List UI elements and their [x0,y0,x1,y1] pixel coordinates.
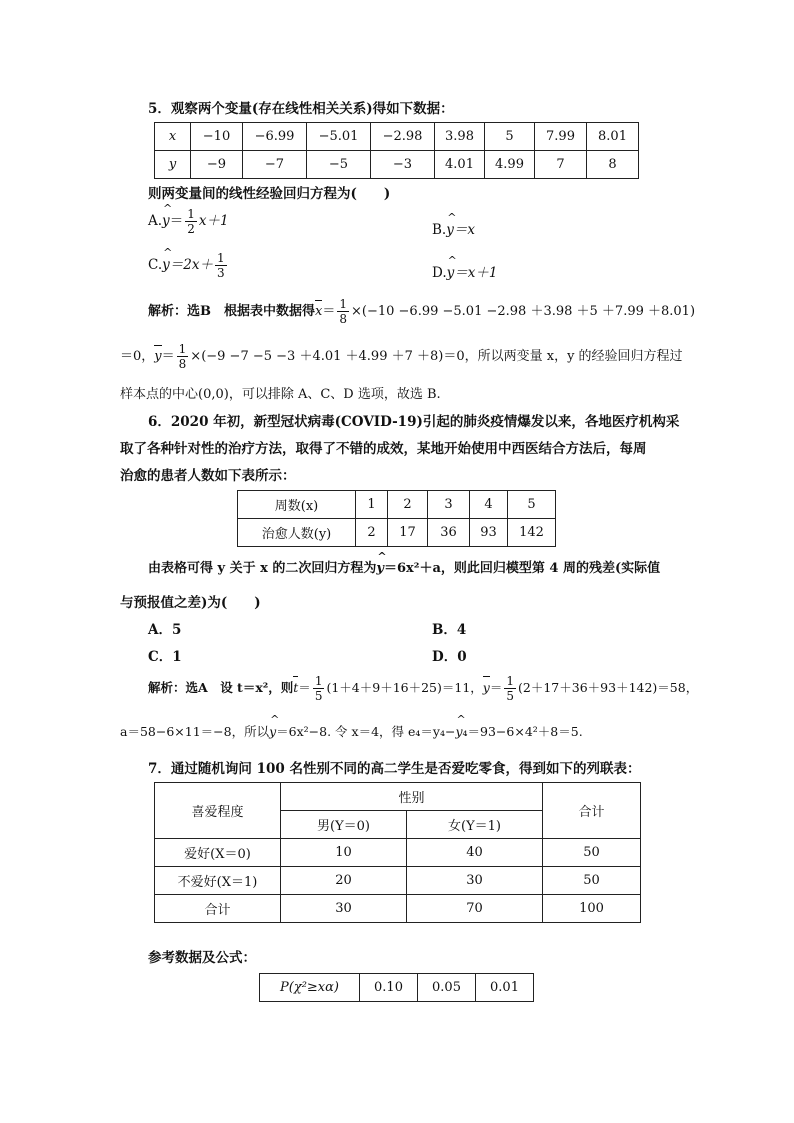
q5-y-cell: 8 [587,151,639,179]
q5-y-cell: 4.99 [485,151,535,179]
q7-cell: 50 [543,839,641,867]
q7-ref-cell: 0.01 [476,974,534,1002]
q6-row2-cell: 17 [388,519,428,547]
q6-row1-cell: 2 [388,491,428,519]
q6-option-a[interactable]: A．5 [148,622,182,638]
q5-option-c[interactable]: C.^ y＝2x＋ $\frac{1}{3}$ [148,252,229,279]
q7-cell: 40 [407,839,543,867]
q5-solution-line1: 解析：选B 根据表中数据得x＝ $\frac{1}{8}$ ×(−10 −6.99 −5.01 −2.98 ＋3.98 ＋5 ＋7.99 ＋8.01) [148,297,696,326]
q6-option-b[interactable]: B．4 [432,622,467,638]
q6-option-d[interactable]: D．0 [432,649,467,665]
q7-contingency-table [154,782,641,923]
table-row [155,867,641,895]
q5-question: 则两变量间的线性经验回归方程为( ) [148,186,391,202]
q5-x-cell: 5 [485,123,535,151]
q5-y-cell: −5 [307,151,371,179]
q5-solution-line2: ＝0，y＝ $\frac{1}{8}$ ×(−9 −7 −5 −3 ＋4.01 ＋4.99 ＋7 ＋8)＝0，所以两变量 x，y 的经验回归方程过 [120,342,683,371]
q6-row1-cell: 3 [428,491,470,519]
q5-solution-line3: 样本点的中心(0,0)，可以排除 A、C、D 选项，故选 B. [120,387,441,402]
q6-row2-cell: 93 [470,519,508,547]
q6-solution-line2: a＝58−6×11＝−8，所以^ y＝6x²−8. 令 x＝4，得 e₄＝y₄−^ y₄＝93−6×4²＋8＝5. [120,722,583,740]
q6-solution-line1: 解析：选A 设 t＝x²，则t＝ $\frac{1}{5}$ (1＋4＋9＋16＋25)＝11，y＝ $\frac{1}{5}$ (2＋17＋36＋93＋142)＝58， [148,674,699,703]
table-row [155,895,641,923]
q7-cell: 20 [281,867,407,895]
q6-stem-line2: 取了各种针对性的治疗方法，取得了不错的成效，某地开始使用中西医结合方法后，每周 [120,441,647,457]
q5-stem: 5．观察两个变量(存在线性相关关系)得如下数据： [148,101,454,117]
q7-header-male: 男(Y＝0) [281,811,407,839]
q6-stem-line3: 治愈的患者人数如下表所示： [120,468,296,484]
q6-option-c[interactable]: C．1 [148,649,182,665]
q5-x-cell: −2.98 [371,123,435,151]
q7-cell: 10 [281,839,407,867]
q5-x-cell: −5.01 [307,123,371,151]
q7-header-female: 女(Y＝1) [407,811,543,839]
q7-ref-cell: 0.05 [418,974,476,1002]
q7-cell: 100 [543,895,641,923]
q7-reference-table [259,973,534,1002]
q5-x-cell: 8.01 [587,123,639,151]
q5-data-table [154,122,639,179]
q5-x-cell: 3.98 [435,123,485,151]
q6-row1-cell: 4 [470,491,508,519]
q7-header-like: 喜爱程度 [155,783,281,839]
q5-option-d[interactable]: D.^ y＝x＋1 [432,261,497,281]
q7-row-label: 爱好(X＝0) [155,839,281,867]
q6-row2-cell: 2 [356,519,388,547]
q5-option-b[interactable]: B.^ y＝x [432,218,475,238]
q6-row1-cell: 5 [508,491,556,519]
q5-y-cell: −3 [371,151,435,179]
q7-cell: 30 [407,867,543,895]
q6-question-line2: 与预报值之差)为( ) [120,595,261,611]
q6-row2-cell: 36 [428,519,470,547]
q5-option-a[interactable]: A.^ y＝ $\frac{1}{2}$ x＋1 [148,208,229,235]
q6-row2-label: 治愈人数(y) [238,519,356,547]
q7-row-label: 不爱好(X＝1) [155,867,281,895]
q5-y-cell: −9 [191,151,243,179]
q7-cell: 70 [407,895,543,923]
q7-stem: 7．通过随机询问 100 名性别不同的高二学生是否爱吃零食，得到如下的列联表： [148,761,641,777]
q6-row2-cell: 142 [508,519,556,547]
q5-x-label: x [155,123,191,151]
q7-reference-label: 参考数据及公式： [148,950,256,966]
q7-header-total: 合计 [543,783,641,839]
table-row [155,839,641,867]
q7-ref-label: P(χ²≥xα) [260,974,360,1002]
q7-row-label: 合计 [155,895,281,923]
q6-row1-label: 周数(x) [238,491,356,519]
q7-ref-cell: 0.10 [360,974,418,1002]
q6-data-table [237,490,556,547]
q5-x-cell: −10 [191,123,243,151]
q7-cell: 50 [543,867,641,895]
q5-x-cell: −6.99 [243,123,307,151]
q7-cell: 30 [281,895,407,923]
q5-y-label: y [155,151,191,179]
q5-y-cell: −7 [243,151,307,179]
q6-question-line1: 由表格可得 y 关于 x 的二次回归方程为^ y＝6x²＋a，则此回归模型第 4 周的残差(实际值 [148,557,660,576]
q7-header-gender: 性别 [281,783,543,811]
q5-y-cell: 4.01 [435,151,485,179]
q5-x-cell: 7.99 [535,123,587,151]
q6-row1-cell: 1 [356,491,388,519]
q6-stem-line1: 6．2020 年初，新型冠状病毒(COVID-19)引起的肺炎疫情爆发以来，各地医疗机构采 [148,414,680,430]
q5-y-cell: 7 [535,151,587,179]
